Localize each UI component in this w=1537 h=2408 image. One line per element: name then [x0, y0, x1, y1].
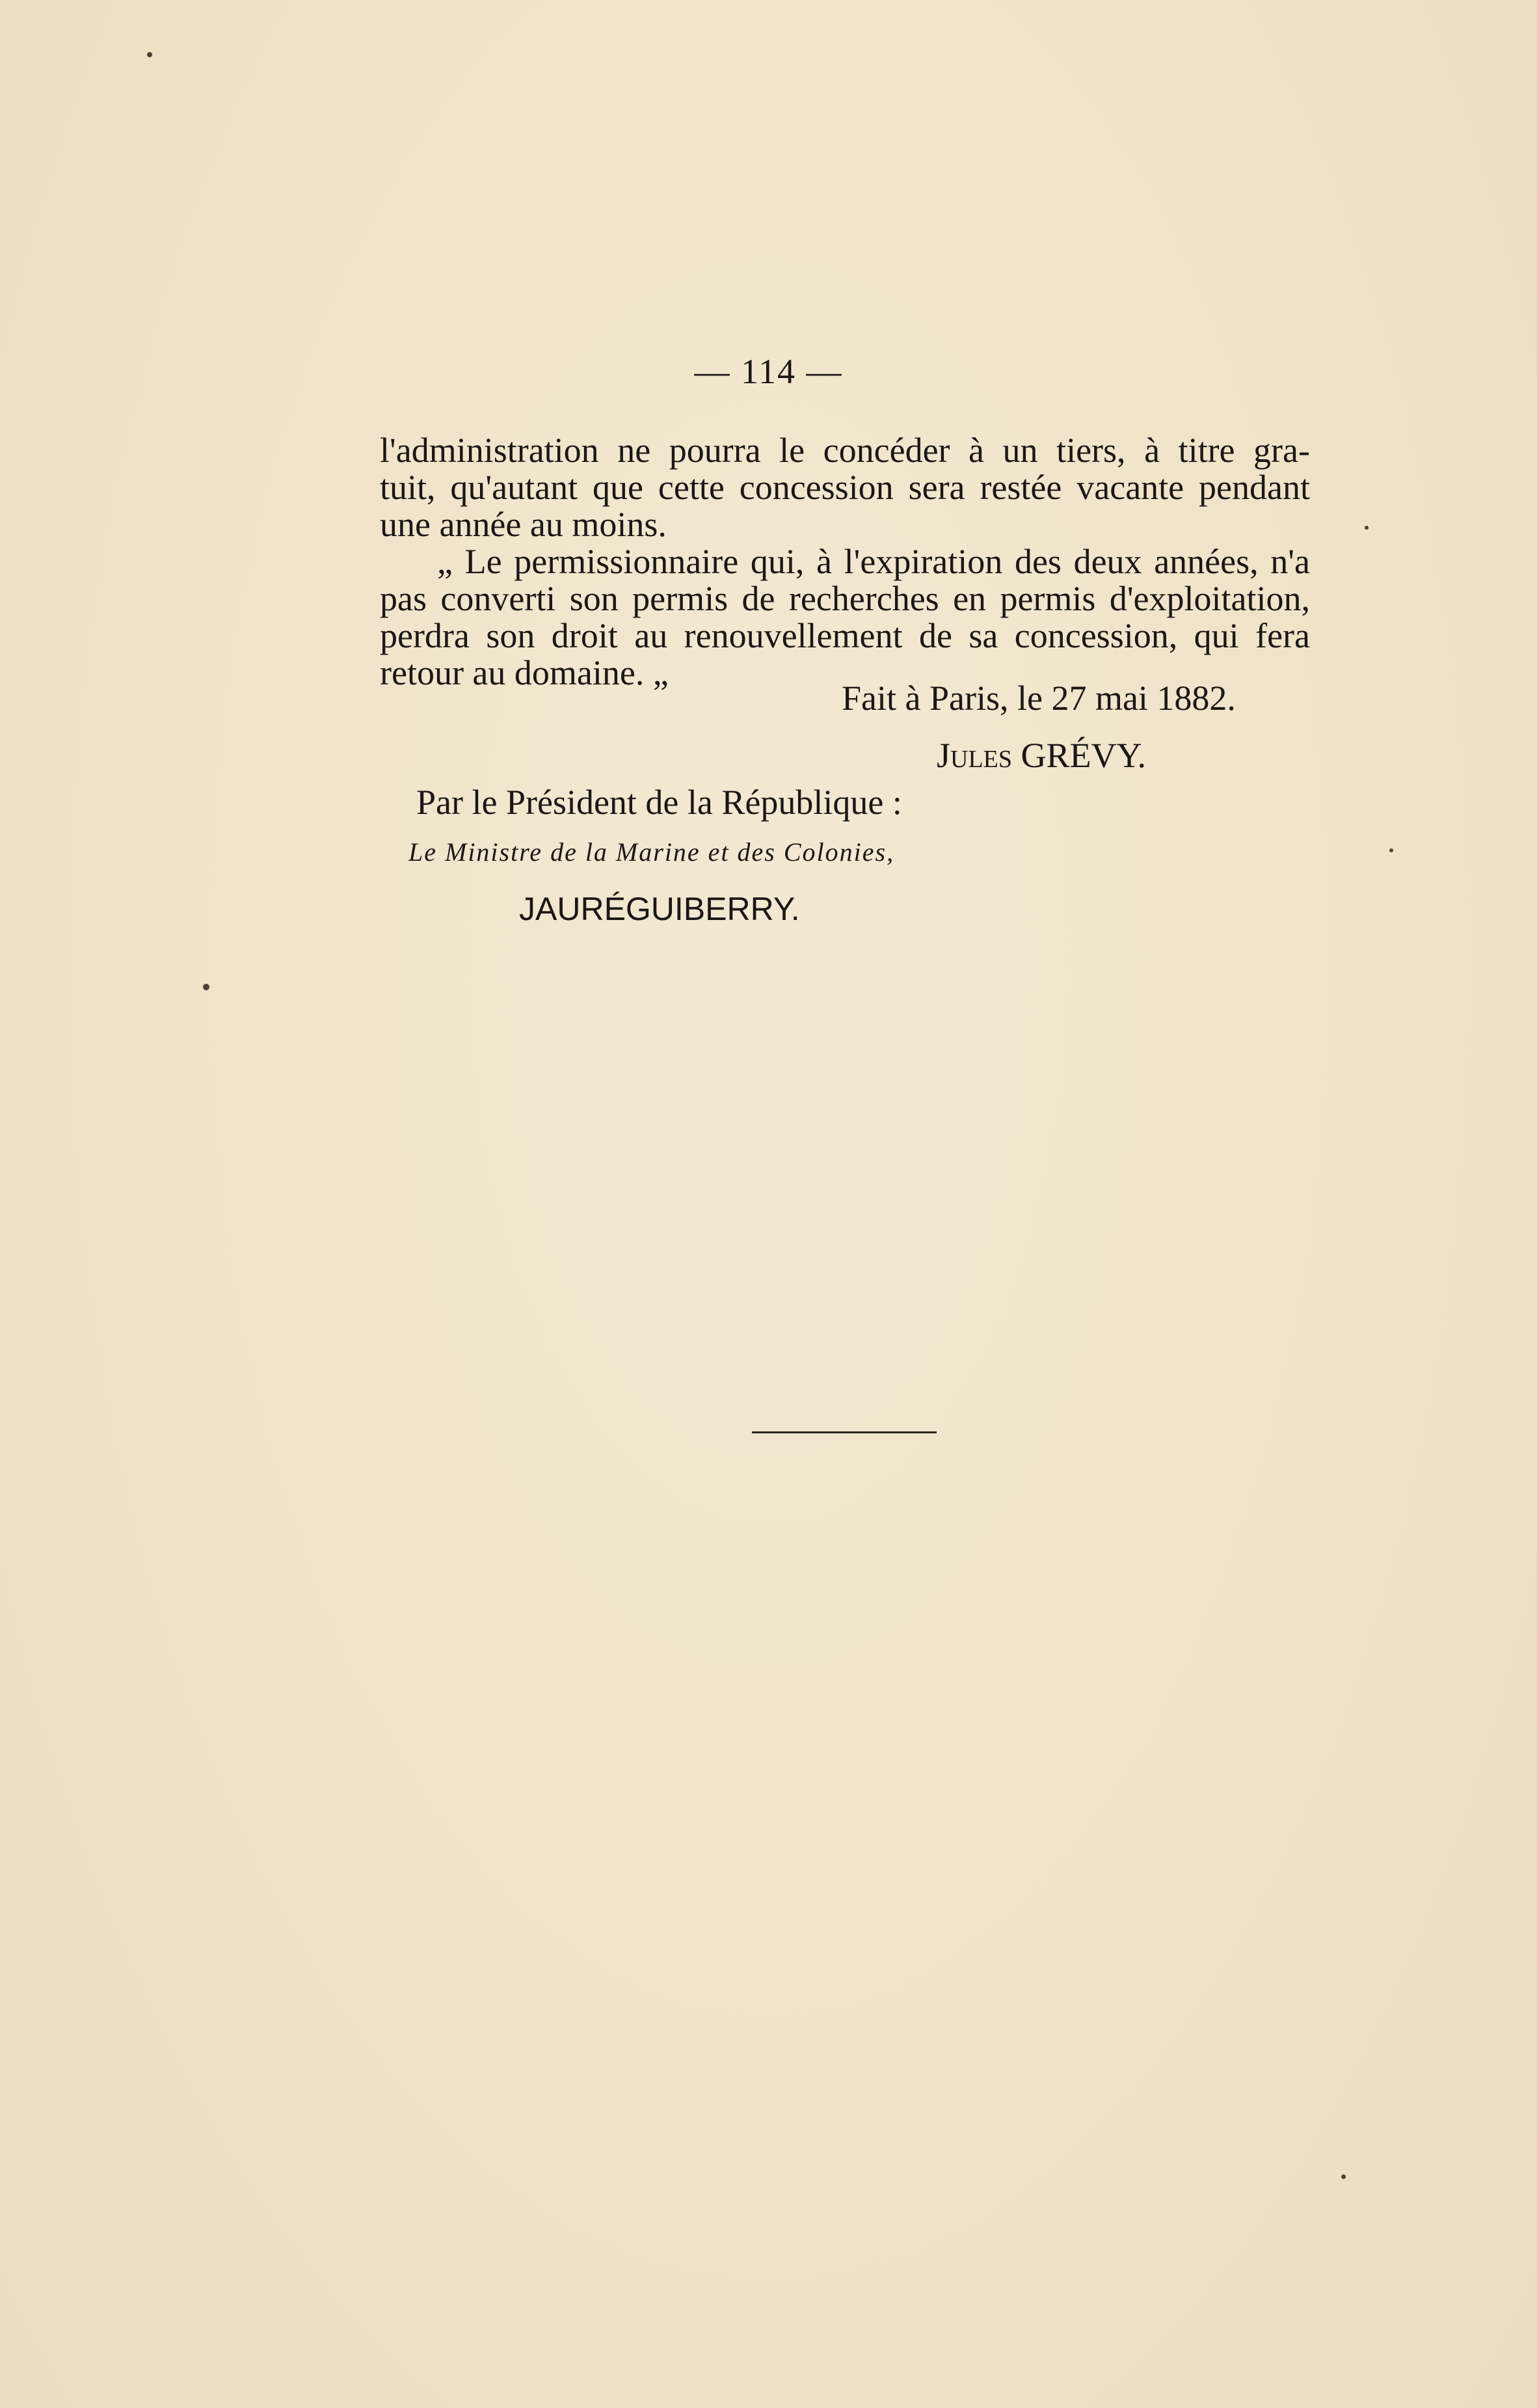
scan-speck	[1365, 526, 1369, 530]
signer-last-name: GRÉVY.	[1021, 736, 1147, 775]
paragraph-1	[380, 432, 1310, 543]
text-line: retour au domaine. „	[380, 653, 669, 692]
text-line: l'administration ne pourra le concéder à un tiers, à titre gra-	[380, 431, 1310, 470]
end-rule-divider	[752, 1431, 937, 1433]
scan-speck	[1389, 848, 1393, 852]
signer-name	[937, 735, 1146, 776]
page-number: — 114 —	[694, 352, 843, 391]
scan-speck	[203, 984, 209, 990]
by-president-line: Par le Président de la République :	[416, 783, 902, 822]
scan-speck	[147, 52, 152, 57]
text-line: perdra son droit au renouvellement de sa concession, qui fera	[380, 616, 1310, 655]
place-and-date: Fait à Paris, le 27 mai 1882.	[842, 679, 1236, 718]
minister-name: JAURÉGUIBERRY.	[519, 891, 800, 927]
text-line: „ Le permissionnaire qui, à l'expiration des deux années, n'a	[437, 542, 1310, 581]
minister-title: Le Ministre de la Marine et des Colonies,	[408, 837, 895, 867]
text-line: une année au moins.	[380, 505, 667, 544]
text-line: pas converti son permis de recherches en permis d'exploitation,	[380, 579, 1310, 618]
text-line: tuit, qu'autant que cette concession sera restée vacante pendant	[380, 468, 1310, 507]
signer-first-name: Jules	[937, 736, 1013, 775]
paragraph-2	[380, 543, 1310, 692]
scan-speck	[1341, 2174, 1346, 2179]
body-text	[380, 432, 1310, 692]
